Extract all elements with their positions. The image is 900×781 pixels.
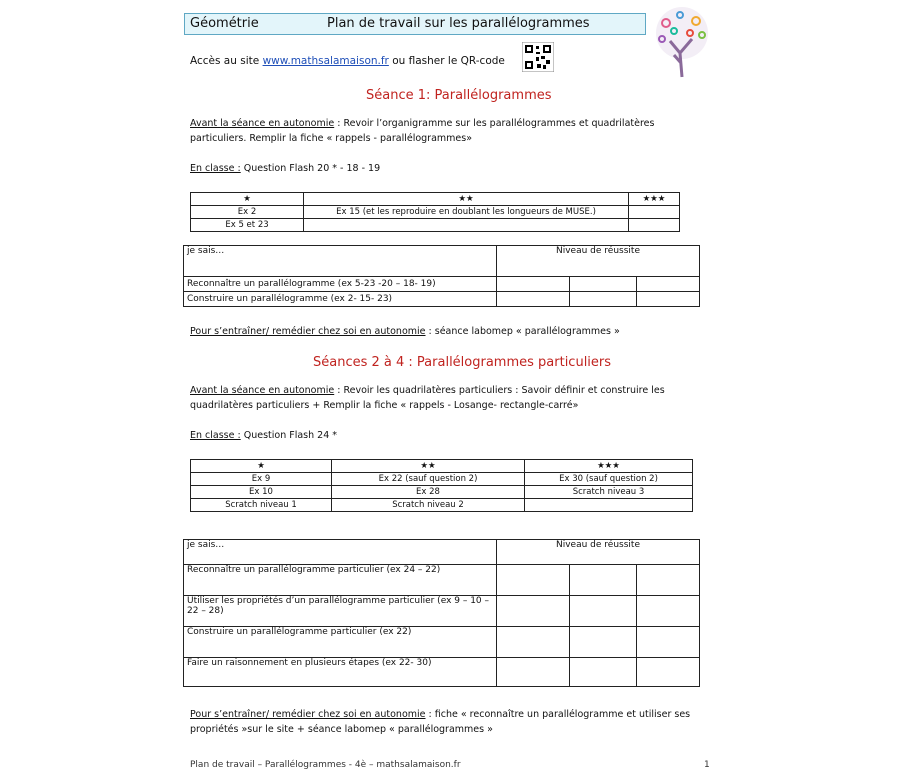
header-bar — [184, 13, 646, 35]
check-cell[interactable] — [497, 596, 570, 627]
skill-label: Construire un parallélogramme (ex 2- 15- 23) — [184, 292, 497, 307]
skills-header-right: Niveau de réussite — [497, 246, 700, 277]
seance2-class-label: En classe : — [190, 430, 241, 441]
skill-label: Reconnaître un parallélogramme (ex 5-23 -20 – 18- 19) — [184, 277, 497, 292]
table-row — [184, 627, 700, 658]
skills-header-left: je sais… — [184, 246, 497, 277]
check-cell[interactable] — [637, 596, 700, 627]
table-cell — [304, 219, 629, 232]
levels-header-3: ★★★ — [525, 460, 693, 473]
levels-header-3: ★★★ — [629, 193, 680, 206]
table-row — [191, 206, 680, 219]
table-cell: Ex 15 (et les reproduire en doublant les longueurs de MUSE.) — [304, 206, 629, 219]
seance1-class — [190, 163, 380, 174]
table-cell: Ex 30 (sauf question 2) — [525, 473, 693, 486]
skill-label: Construire un parallélogramme particulier (ex 22) — [184, 627, 497, 658]
access-line — [190, 55, 505, 67]
table-cell: Ex 2 — [191, 206, 304, 219]
check-cell[interactable] — [637, 627, 700, 658]
table-row — [184, 658, 700, 687]
seance2-skills-table — [183, 539, 700, 687]
check-cell[interactable] — [570, 627, 637, 658]
seance2-before-label: Avant la séance en autonomie — [190, 385, 335, 396]
check-cell[interactable] — [497, 565, 570, 596]
page-title: Plan de travail sur les parallélogrammes — [327, 16, 590, 31]
seance1-skills-table — [183, 245, 700, 307]
check-cell[interactable] — [570, 596, 637, 627]
levels-header-1: ★ — [191, 193, 304, 206]
seance2-class-text: Question Flash 24 * — [240, 430, 338, 441]
seance1-practice — [190, 326, 620, 337]
seance2-before — [190, 383, 710, 413]
table-cell — [629, 219, 680, 232]
seance2-class — [190, 430, 337, 441]
seance2-practice-text: : fiche « reconnaître un parallélogramme et utiliser ses propriétés »sur le site + séance labomep « parallélogrammes » — [190, 709, 691, 735]
access-prefix: Accès au site — [190, 55, 260, 67]
qr-code-icon — [522, 42, 554, 72]
table-cell: Ex 5 et 23 — [191, 219, 304, 232]
check-cell[interactable] — [497, 658, 570, 687]
seance1-practice-label: Pour s’entraîner/ remédier chez soi en autonomie — [190, 326, 426, 337]
check-cell[interactable] — [570, 565, 637, 596]
check-cell[interactable] — [497, 627, 570, 658]
footer-text: Plan de travail – Parallélogrammes - 4è – mathsalamaison.fr — [190, 760, 461, 770]
seance1-class-text: Question Flash 20 * - 18 - 19 — [240, 163, 381, 174]
levels-header-2: ★★ — [304, 193, 629, 206]
table-row — [191, 473, 693, 486]
table-row — [184, 596, 700, 627]
page-number: 1 — [704, 760, 710, 770]
levels-header-2: ★★ — [332, 460, 525, 473]
table-cell — [629, 206, 680, 219]
table-cell: Scratch niveau 3 — [525, 486, 693, 499]
skill-label: Utiliser les propriétés d’un parallélogramme particulier (ex 9 – 10 – 22 – 28) — [184, 596, 497, 627]
seance1-before — [190, 116, 710, 146]
seance1-title: Séance 1: Parallélogrammes — [366, 88, 552, 103]
table-cell: Scratch niveau 1 — [191, 499, 332, 512]
seance2-levels-table — [190, 459, 693, 512]
table-cell: Ex 28 — [332, 486, 525, 499]
site-link[interactable]: www.mathsalamaison.fr — [262, 55, 389, 67]
seance1-before-label: Avant la séance en autonomie — [190, 118, 335, 129]
table-cell: Ex 9 — [191, 473, 332, 486]
check-cell[interactable] — [637, 292, 700, 307]
check-cell[interactable] — [637, 277, 700, 292]
subject-label: Géométrie — [190, 16, 259, 31]
table-row — [191, 499, 693, 512]
skills-header-right: Niveau de réussite — [497, 540, 700, 565]
check-cell[interactable] — [570, 658, 637, 687]
seance2-title: Séances 2 à 4 : Parallélogrammes particuliers — [313, 355, 612, 370]
seance1-before-text: : Revoir l’organigramme sur les parallélogrammes et quadrilatères particuliers. Remplir la fiche « rappels - parallélogrammes» — [190, 118, 655, 144]
check-cell[interactable] — [570, 292, 637, 307]
table-cell — [525, 499, 693, 512]
table-row — [191, 486, 693, 499]
skills-header-left: je sais… — [184, 540, 497, 565]
table-row — [184, 292, 700, 307]
table-row — [184, 277, 700, 292]
tree-logo-icon — [646, 3, 718, 79]
skill-label: Reconnaître un parallélogramme particulier (ex 24 – 22) — [184, 565, 497, 596]
table-row — [184, 565, 700, 596]
table-row — [191, 219, 680, 232]
seance2-practice-label: Pour s’entraîner/ remédier chez soi en autonomie — [190, 709, 426, 720]
table-cell: Scratch niveau 2 — [332, 499, 525, 512]
check-cell[interactable] — [497, 292, 570, 307]
seance1-practice-text: : séance labomep « parallélogrammes » — [425, 326, 620, 337]
levels-header-1: ★ — [191, 460, 332, 473]
seance2-practice — [190, 707, 710, 737]
check-cell[interactable] — [637, 565, 700, 596]
skill-label: Faire un raisonnement en plusieurs étapes (ex 22- 30) — [184, 658, 497, 687]
table-cell: Ex 22 (sauf question 2) — [332, 473, 525, 486]
check-cell[interactable] — [637, 658, 700, 687]
access-suffix: ou flasher le QR-code — [392, 55, 505, 67]
table-cell: Ex 10 — [191, 486, 332, 499]
seance1-levels-table — [190, 192, 680, 232]
check-cell[interactable] — [497, 277, 570, 292]
seance1-class-label: En classe : — [190, 163, 241, 174]
seance2-before-text: : Revoir les quadrilatères particuliers : Savoir définir et construire les quadrilatères particuliers + Remplir la fiche « rappels - Losange- rectangle-carré» — [190, 385, 665, 411]
check-cell[interactable] — [570, 277, 637, 292]
